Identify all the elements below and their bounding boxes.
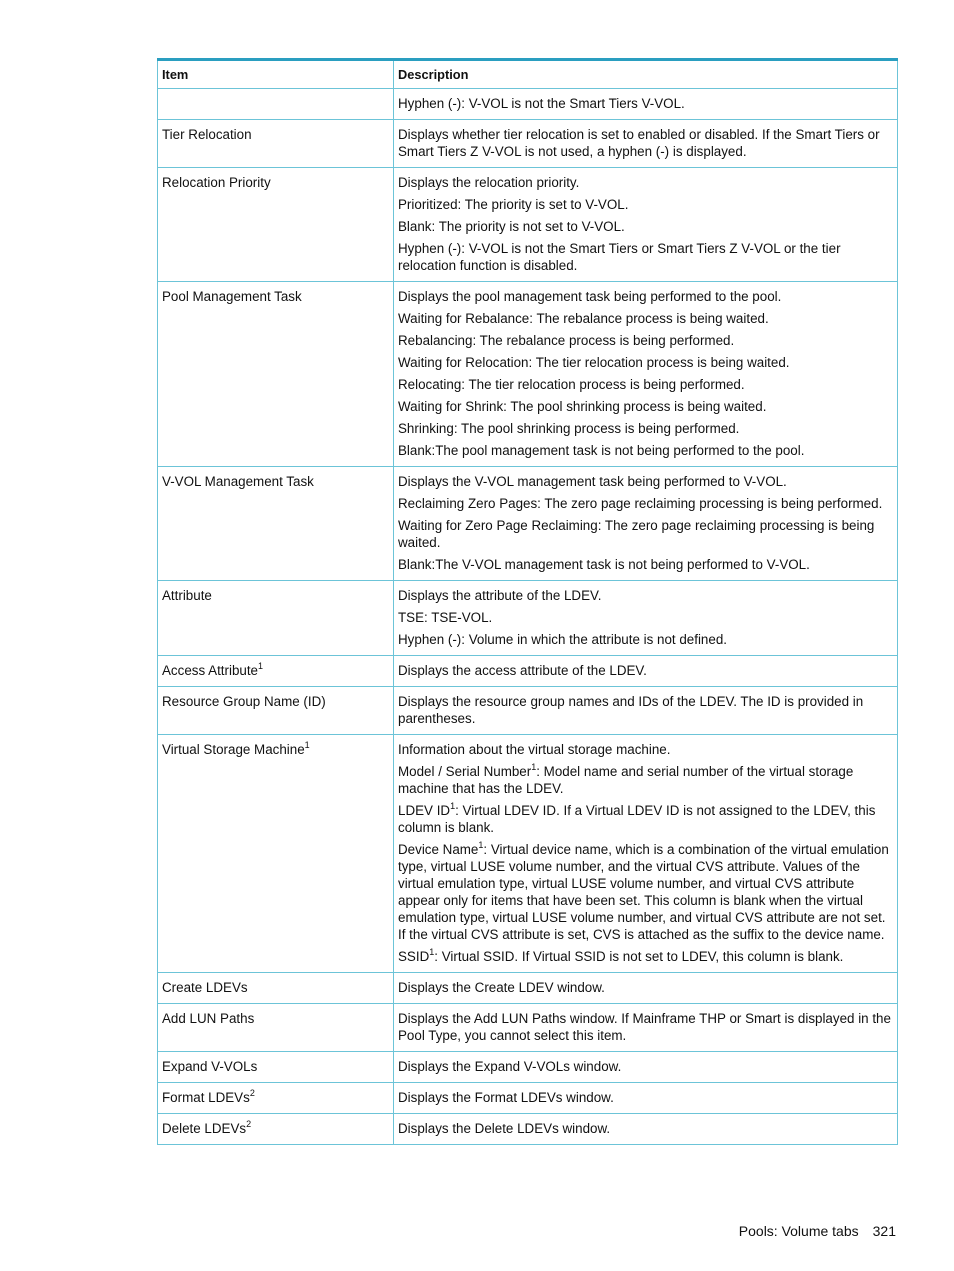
description-paragraph — [398, 662, 891, 679]
description-paragraph — [398, 473, 891, 490]
description-paragraph — [398, 609, 891, 626]
item-label: Relocation Priority — [162, 175, 271, 190]
description-paragraph — [398, 310, 891, 327]
description-text: Displays the Create LDEV window. — [398, 980, 605, 995]
item-label: Expand V-VOLs — [162, 1059, 258, 1074]
description-cell — [394, 467, 898, 581]
item-label: Access Attribute — [162, 663, 259, 678]
table-row — [158, 1052, 898, 1083]
description-text: Hyphen (-): V-VOL is not the Smart Tiers or Smart Tiers Z V-VOL or the tier relocation function is disabled. — [398, 241, 841, 273]
description-cell — [394, 120, 898, 168]
item-label: Tier Relocation — [162, 127, 252, 142]
table-row — [158, 89, 898, 120]
description-text: Displays the V-VOL management task being performed to V-VOL. — [398, 474, 787, 489]
item-label: Virtual Storage Machine — [162, 742, 305, 757]
description-text: Blank:The V-VOL management task is not being performed to V-VOL. — [398, 557, 810, 572]
description-paragraph — [398, 741, 891, 758]
item-cell — [158, 1052, 394, 1083]
footnote-marker: 2 — [249, 1088, 255, 1098]
page-number: 321 — [872, 1223, 896, 1239]
description-paragraph — [398, 196, 891, 213]
description-paragraph — [398, 556, 891, 573]
item-label: Pool Management Task — [162, 289, 302, 304]
item-label: Delete LDEVs — [162, 1121, 247, 1136]
description-text: LDEV ID — [398, 803, 451, 818]
description-text: Waiting for Zero Page Reclaiming: The zero page reclaiming processing is being waited. — [398, 518, 875, 550]
header-description: Description — [394, 60, 898, 89]
description-text: Relocating: The tier relocation process is being performed. — [398, 377, 745, 392]
description-text: Waiting for Shrink: The pool shrinking process is being waited. — [398, 399, 767, 414]
description-paragraph — [398, 354, 891, 371]
item-cell — [158, 687, 394, 735]
description-cell — [394, 656, 898, 687]
description-paragraph — [398, 1010, 891, 1044]
description-text: Waiting for Relocation: The tier relocation process is being waited. — [398, 355, 790, 370]
description-paragraph — [398, 693, 891, 727]
description-cell — [394, 581, 898, 656]
description-paragraph — [398, 1058, 891, 1075]
description-text: Information about the virtual storage machine. — [398, 742, 671, 757]
description-cell — [394, 1052, 898, 1083]
description-paragraph — [398, 288, 891, 305]
description-text: Prioritized: The priority is set to V-VOL. — [398, 197, 629, 212]
description-text: Displays the pool management task being performed to the pool. — [398, 289, 782, 304]
table-body — [158, 89, 898, 1145]
description-cell — [394, 973, 898, 1004]
table-row — [158, 120, 898, 168]
item-label: Add LUN Paths — [162, 1011, 255, 1026]
table-row — [158, 687, 898, 735]
description-paragraph — [398, 376, 891, 393]
description-paragraph — [398, 332, 891, 349]
item-label: Resource Group Name (ID) — [162, 694, 326, 709]
description-text: Hyphen (-): Volume in which the attribute is not defined. — [398, 632, 727, 647]
item-cell — [158, 168, 394, 282]
description-text: Displays the relocation priority. — [398, 175, 580, 190]
table-row — [158, 282, 898, 467]
description-text: Displays the Add LUN Paths window. If Mainframe THP or Smart is displayed in the Pool Type, you cannot select this item. — [398, 1011, 891, 1043]
description-paragraph — [398, 126, 891, 160]
description-text: Displays the Delete LDEVs window. — [398, 1121, 611, 1136]
table-row — [158, 168, 898, 282]
description-paragraph — [398, 240, 891, 274]
description-cell — [394, 687, 898, 735]
description-cell — [394, 1114, 898, 1145]
description-text: Blank:The pool management task is not being performed to the pool. — [398, 443, 805, 458]
item-cell — [158, 120, 394, 168]
description-text: Device Name — [398, 842, 479, 857]
description-cell — [394, 89, 898, 120]
description-paragraph — [398, 979, 891, 996]
table-row — [158, 1083, 898, 1114]
description-cell — [394, 1083, 898, 1114]
footnote-marker: 1 — [450, 801, 456, 811]
item-label: Format LDEVs — [162, 1090, 250, 1105]
description-cell — [394, 735, 898, 973]
description-paragraph — [398, 420, 891, 437]
description-text: Displays whether tier relocation is set to enabled or disabled. If the Smart Tiers or Smart Tiers Z V-VOL is not used, a hyphen (-) is displayed. — [398, 127, 880, 159]
footnote-marker: 1 — [531, 762, 537, 772]
table-row — [158, 1114, 898, 1145]
description-paragraph — [398, 398, 891, 415]
item-cell — [158, 467, 394, 581]
description-paragraph — [398, 1120, 891, 1137]
item-cell — [158, 735, 394, 973]
description-paragraph — [398, 495, 891, 512]
description-paragraph — [398, 95, 891, 112]
footnote-marker: 1 — [478, 840, 484, 850]
description-paragraph — [398, 1089, 891, 1106]
footer-section-title: Pools: Volume tabs — [738, 1223, 859, 1239]
description-text: : Virtual LDEV ID. If a Virtual LDEV ID is not assigned to the LDEV, this column is blank. — [398, 803, 876, 835]
table-header-row — [158, 60, 898, 89]
footnote-marker: 1 — [258, 661, 264, 671]
description-text: TSE: TSE-VOL. — [398, 610, 493, 625]
description-table — [157, 58, 898, 1145]
table-row — [158, 973, 898, 1004]
header-item: Item — [158, 60, 394, 89]
description-paragraph — [398, 631, 891, 648]
footnote-marker: 1 — [429, 947, 435, 957]
item-cell — [158, 973, 394, 1004]
description-text: Model / Serial Number — [398, 764, 532, 779]
description-paragraph — [398, 948, 891, 965]
description-paragraph — [398, 763, 891, 797]
item-label: Create LDEVs — [162, 980, 248, 995]
description-paragraph — [398, 218, 891, 235]
description-text: Rebalancing: The rebalance process is being performed. — [398, 333, 735, 348]
description-text: Reclaiming Zero Pages: The zero page reclaiming processing is being performed. — [398, 496, 883, 511]
item-cell — [158, 656, 394, 687]
description-text: Displays the Format LDEVs window. — [398, 1090, 614, 1105]
description-paragraph — [398, 517, 891, 551]
description-text: Displays the access attribute of the LDEV. — [398, 663, 647, 678]
description-text: Hyphen (-): V-VOL is not the Smart Tiers V-VOL. — [398, 96, 685, 111]
description-text: : Virtual device name, which is a combination of the virtual emulation type, virtual LUSE volume number, and the virtual CVS attribute. Values of the virtual emulation type, virtual LUSE volume number, and virtual CVS attribute appear only for items that have been set. This column is blank when the virtual emulation type, virtual LUSE volume number, and virtual CVS attribute are not set. If the virtual CVS attribute is set, CVS is attached as the suffix to the device name. — [398, 842, 889, 942]
item-cell — [158, 1004, 394, 1052]
description-text: Displays the resource group names and IDs of the LDEV. The ID is provided in parentheses. — [398, 694, 864, 726]
item-cell — [158, 89, 394, 120]
description-text: Displays the attribute of the LDEV. — [398, 588, 602, 603]
table-row — [158, 656, 898, 687]
description-text: SSID — [398, 949, 430, 964]
description-text: Waiting for Rebalance: The rebalance process is being waited. — [398, 311, 769, 326]
description-paragraph — [398, 587, 891, 604]
item-cell — [158, 282, 394, 467]
footnote-marker: 2 — [246, 1119, 252, 1129]
item-cell — [158, 1114, 394, 1145]
description-text: : Model name and serial number of the virtual storage machine that has the LDEV. — [398, 764, 854, 796]
item-cell — [158, 581, 394, 656]
description-text: Shrinking: The pool shrinking process is being performed. — [398, 421, 740, 436]
description-cell — [394, 168, 898, 282]
table-row — [158, 467, 898, 581]
table-row — [158, 1004, 898, 1052]
description-paragraph — [398, 442, 891, 459]
table-row — [158, 581, 898, 656]
description-cell — [394, 1004, 898, 1052]
description-paragraph — [398, 841, 891, 943]
item-label: V-VOL Management Task — [162, 474, 314, 489]
description-cell — [394, 282, 898, 467]
description-text: Displays the Expand V-VOLs window. — [398, 1059, 622, 1074]
page-footer — [739, 1223, 896, 1239]
description-text: : Virtual SSID. If Virtual SSID is not set to LDEV, this column is blank. — [434, 949, 844, 964]
description-text: Blank: The priority is not set to V-VOL. — [398, 219, 625, 234]
table-row — [158, 735, 898, 973]
item-label: Attribute — [162, 588, 212, 603]
description-paragraph — [398, 802, 891, 836]
item-cell — [158, 1083, 394, 1114]
description-paragraph — [398, 174, 891, 191]
footnote-marker: 1 — [304, 740, 310, 750]
